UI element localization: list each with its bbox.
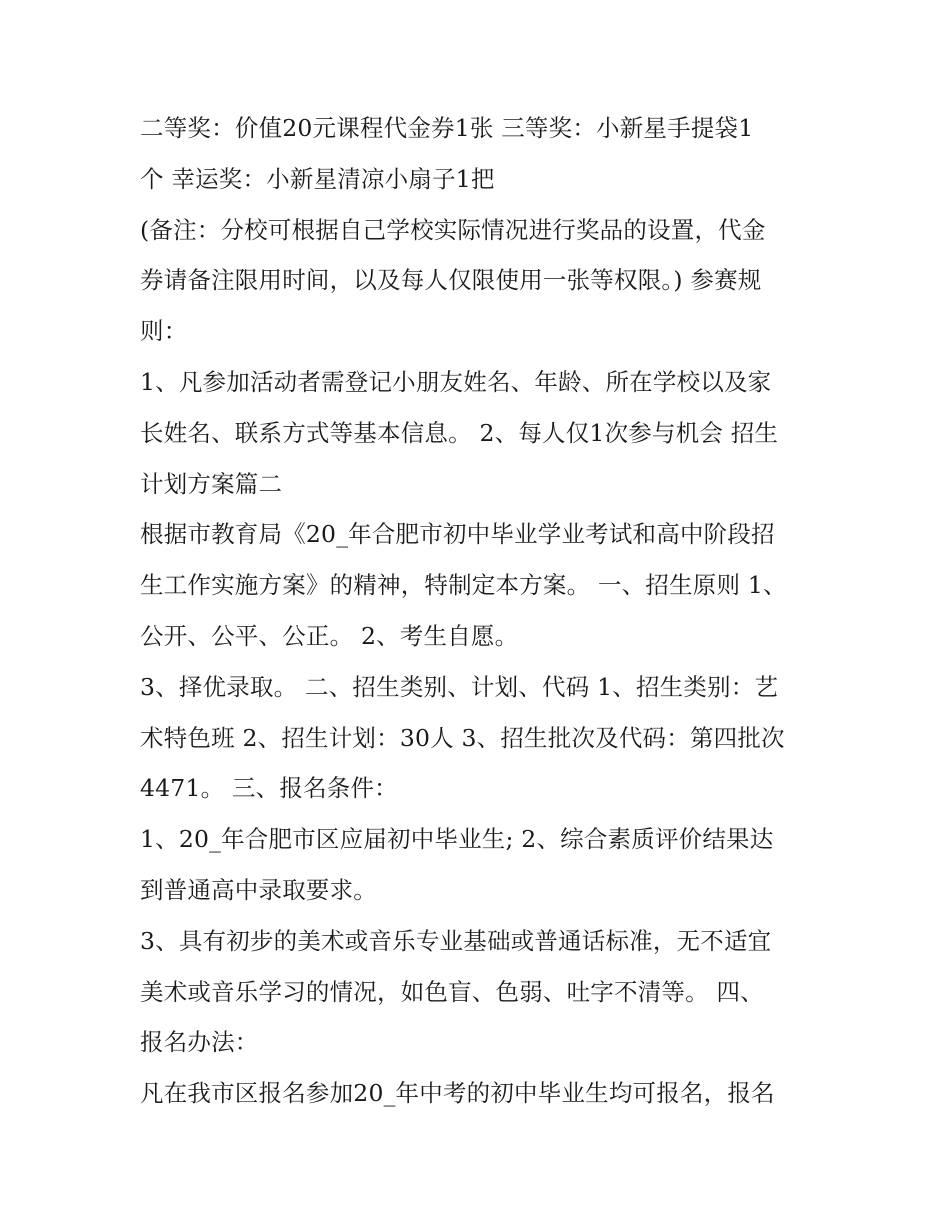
text-line: 长姓名、联系方式等基本信息。 2、每人仅1次参与机会 招生 (140, 418, 779, 447)
text-line: 美术或音乐学习的情况，如色盲、色弱、吐字不清等。 四、 (140, 977, 764, 1006)
text-line: 则： (140, 317, 188, 346)
text-line: (备注：分校可根据自己学校实际情况进行奖品的设置，代金 (140, 215, 766, 244)
text-line: 1、20_年合肥市区应届初中毕业生; 2、综合素质评价结果达 (140, 825, 774, 854)
text-line: 公开、公平、公正。 2、考生自愿。 (140, 621, 519, 650)
text-line: 生工作实施方案》的精神，特制定本方案。 一、招生原则 1、 (140, 571, 787, 600)
text-line: 个 幸运奖：小新星清凉小扇子1把 (140, 164, 495, 193)
text-line: 3、择优录取。 二、招生类别、计划、代码 1、招生类别：艺 (140, 672, 779, 701)
text-line: 1、凡参加活动者需登记小朋友姓名、年龄、所在学校以及家 (140, 367, 772, 396)
text-line: 计划方案篇二 (140, 469, 283, 498)
text-line: 二等奖：价值20元课程代金券1张 三等奖：小新星手提袋1 (140, 114, 754, 142)
text-line: 报名办法： (140, 1028, 259, 1057)
text-line: 术特色班 2、招生计划：30人 3、招生批次及代码：第四批次 (140, 723, 785, 752)
text-line: 根据市教育局《20_年合肥市初中毕业学业考试和高中阶段招 (140, 520, 775, 549)
text-line: 券请备注限用时间，以及每人仅限使用一张等权限。) 参赛规 (140, 266, 762, 295)
text-line: 到普通高中录取要求。 (140, 875, 377, 904)
text-line: 4471。 三、报名条件： (140, 774, 398, 803)
text-line: 凡在我市区报名参加20_年中考的初中毕业生均可报名，报名 (140, 1079, 775, 1108)
text-line: 3、具有初步的美术或音乐专业基础或普通话标准，无不适宜 (140, 926, 772, 955)
document-body (140, 103, 820, 1119)
